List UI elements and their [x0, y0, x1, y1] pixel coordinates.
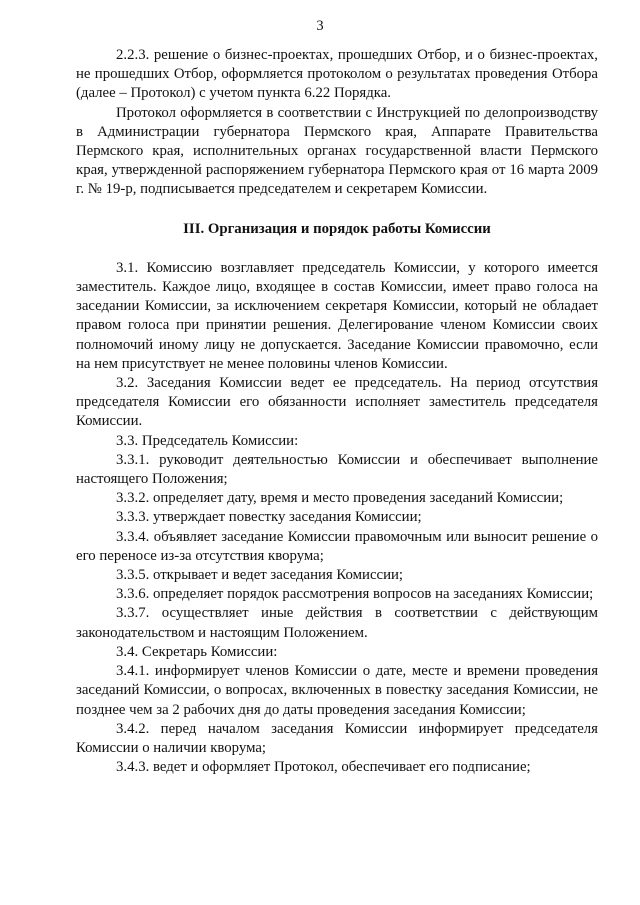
- page-number: 3: [316, 18, 324, 34]
- paragraph-3-4-1: 3.4.1. информирует членов Комиссии о дате, месте и времени проведения заседаний Комиссии, о вопросах, включенных в повестку заседания Комиссии, не позднее чем за 2 рабочих дня до даты проведения заседания Комиссии;: [76, 663, 598, 718]
- paragraph-3-4-3: 3.4.3. ведет и оформляет Протокол, обеспечивает его подписание;: [116, 759, 531, 776]
- paragraph-3-3-4: 3.3.4. объявляет заседание Комиссии правомочным или выносит решение о его переносе из-за отсутствия кворума;: [76, 528, 598, 564]
- section-heading: III. Организация и порядок работы Комиссии: [183, 220, 491, 237]
- paragraph-3-3-2: 3.3.2. определяет дату, время и место проведения заседаний Комиссии;: [116, 490, 564, 507]
- paragraph-3-3-5: 3.3.5. открывает и ведет заседания Комиссии;: [116, 567, 404, 584]
- paragraph-3-1: 3.1. Комиссию возглавляет председатель Комиссии, у которого имеется заместитель. Каждое лицо, входящее в состав Комиссии, имеет право голоса на заседании Комиссии, за исключением секретаря Комиссии, который не обладает правом голоса при принятии решения. Делегирование членом Комиссии своих полномочий иному лицу не допускается. Заседание Комиссии правомочно, если на нем присутствует не менее половины членов Комиссии.: [76, 259, 598, 372]
- paragraph-protocol: Протокол оформляется в соответствии с Инструкцией по делопроизводству в Администрации губернатора Пермского края, Аппарате Правительства Пермского края, исполнительных органах государственной власти Пермского края, утвержденной распоряжением губернатора Пермского края от 16 марта 2009 г. № 19-р, подписывается председателем и секретарем Комиссии.: [76, 104, 598, 198]
- paragraph-2-2-3: 2.2.3. решение о бизнес-проектах, прошедших Отбор, и о бизнес-проектах, не прошедших Отбор, оформляется протоколом о результатах проведения Отбора (далее – Протокол) с учетом пункта 6.22 Порядка.: [76, 47, 598, 102]
- paragraph-3-3: 3.3. Председатель Комиссии:: [116, 432, 299, 449]
- paragraph-3-4: 3.4. Секретарь Комиссии:: [116, 643, 278, 660]
- paragraph-3-2: 3.2. Заседания Комиссии ведет ее председатель. На период отсутствия председателя Комиссии его обязанности исполняет заместитель председателя Комиссии.: [76, 375, 598, 430]
- paragraph-3-3-1: 3.3.1. руководит деятельностью Комиссии и обеспечивает выполнение настоящего Положения;: [76, 451, 598, 488]
- paragraph-3-4-2: 3.4.2. перед началом заседания Комиссии информирует председателя Комиссии о наличии кворума;: [76, 720, 598, 756]
- paragraph-3-3-7: 3.3.7. осуществляет иные действия в соответствии с действующим законодательством и настоящим Положением.: [76, 605, 598, 641]
- paragraph-3-3-6: 3.3.6. определяет порядок рассмотрения вопросов на заседаниях Комиссии;: [116, 586, 594, 603]
- document-body: [76, 46, 598, 777]
- paragraph-3-3-3: 3.3.3. утверждает повестку заседания Комиссии;: [116, 509, 422, 526]
